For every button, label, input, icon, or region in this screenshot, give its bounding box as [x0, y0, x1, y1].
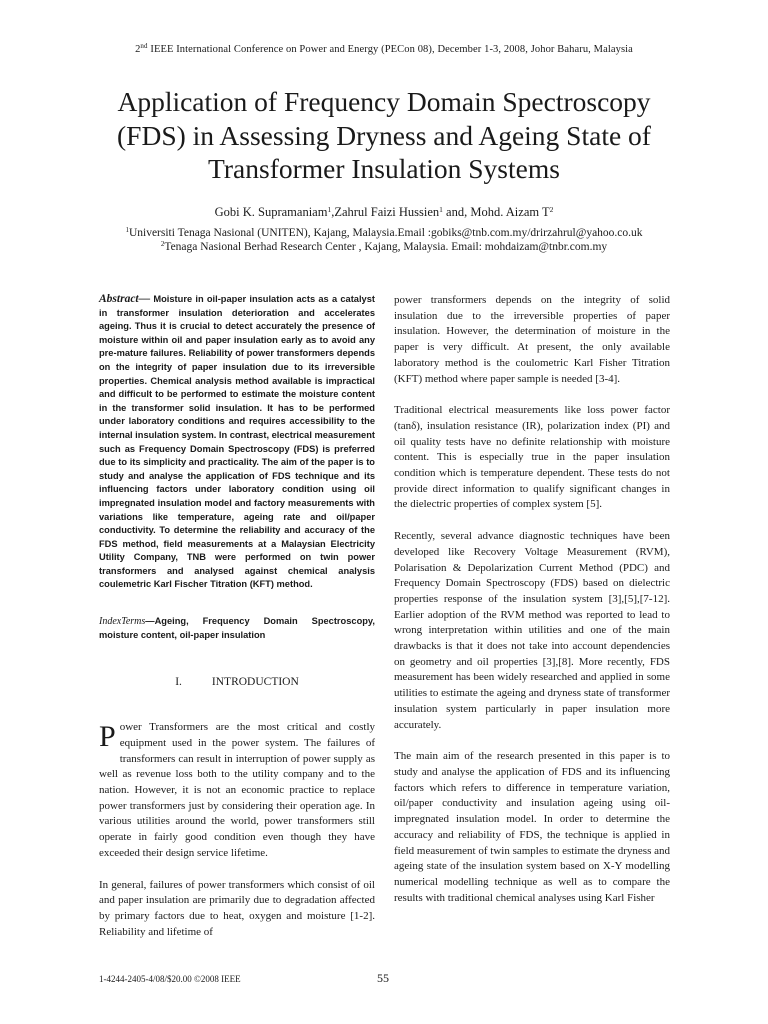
index-terms-lead: IndexTerms [99, 616, 146, 628]
affiliation-2 [0, 237, 768, 254]
conference-text: IEEE International Conference on Power and Energy (PECon 08), December 1-3, 2008, Johor Baharu, Malaysia [147, 44, 633, 55]
author-list [0, 205, 768, 220]
intro-paragraph-2: In general, failures of power transformers which consist of oil and paper insulation are primarily due to degradation affected by primary factors due to heat, oxygen and moisture [1-2]. Reliability and lifetime of [99, 878, 375, 938]
conference-header [0, 42, 768, 55]
section-number: I. [175, 676, 182, 689]
intro-paragraph-1 [99, 708, 375, 861]
intro-paragraph-1-text: ower Transformers are the most critical and costly equipment used in the power system. The failures of transformers can result in interruption of power supply as well as revenue loss both to the utility company and to the nation. However, it is not an economic practice to replace power transformers just by considering their operation age. In various utilities around the world, power transformers still operate in fairly good condition even though they have exceeded their design service lifetime. [99, 721, 375, 859]
conference-ordinal-sup: nd [140, 42, 148, 50]
right-paragraph-4: The main aim of the research presented in this paper is to study and analyse the application of FDS and its influencing factors which refers to difference in temperature variation, oil/paper conductivity and insulation ageing using oil-impregnated insulation model. In order to determine the accuracy and reliability of FDS, the technique is applied in field measurement of twin samples to estimate the dryness and ageing state of the insulation system based on X-Y modelling numerical modelling technique as well as to compare the results with traditional chemical analyses using Karl Fisher [394, 750, 670, 904]
affiliation-1-text: Universiti Tenaga Nasional (UNITEN), Kajang, Malaysia.Email :gobiks@tnb.com.my/drirzahrul@yahoo.co.uk [128, 227, 643, 239]
index-terms-text: —Ageing, Frequency Domain Spectroscopy, moisture content, oil-paper insulation [99, 616, 375, 640]
author-2-sup: 1 [439, 205, 443, 214]
author-2: ,Zahrul Faizi Hussien [331, 205, 440, 219]
right-paragraph-3: Recently, several advance diagnostic techniques have been developed like Recovery Voltage Measurement (RVM), Polarisation & Depolarization Current Method (PDC) and Frequency Domain Spectroscopy (FDS) based on dielectric properties response of the insulation system [3],[5],[7-12]. Earlier adoption of the RVM method was reported to lead to wrong interpretation within utilities and one of the main drawbacks is that it does not take into account dependencies on geometry and oil properties [3],[8]. More recently, FDS measurement has been widely researched and applied in some utilities to estimate the ageing and dryness state of transformer insulation system particularly in paper insulation more accurately. [394, 530, 670, 731]
title-line-2: (FDS) in Assessing Dryness and Ageing State of [117, 119, 651, 151]
right-paragraph-1: power transformers depends on the integrity of solid insulation due to the irreversible properties of paper insulation. However, the determination of moisture in the paper is very difficult. At present, the only available laboratory method is the coulometric Karl Fisher Titration (KFT) method where paper sample is needed [3-4]. [394, 294, 670, 385]
title-line-1: Application of Frequency Domain Spectroscopy [117, 86, 651, 117]
author-1: Gobi K. Supramaniam [214, 205, 328, 219]
footer-copyright: 1-4244-2405-4/08/$20.00 ©2008 IEEE [99, 974, 241, 984]
abstract-lead: Abstract— [99, 293, 151, 305]
section-title: INTRODUCTION [211, 676, 299, 689]
section-heading-introduction [99, 676, 375, 688]
paper-title [60, 85, 708, 186]
right-paragraph-2: Traditional electrical measurements like loss power factor (tanδ), insulation resistance (IR), polarization index (PI) and oil quality tests have no definite relationship with moisture content. This is especially true in the paper insulation condition which is temperature dependent. These tests do not provide direct information to qualify significant changes in the dielectric properties of complex system [5]. [394, 404, 670, 511]
affiliation-1-sup: 1 [125, 226, 129, 234]
title-line-3: Transformer Insulation Systems [208, 153, 560, 184]
author-3: and, Mohd. Aizam T [442, 205, 550, 219]
left-column [99, 293, 375, 956]
affiliation-2-sup: 2 [160, 240, 165, 248]
drop-cap: P [99, 720, 116, 754]
abstract-text: Moisture in oil-paper insulation acts as a catalyst in transformer insulation deterioration and accelerates ageing. Thus it is crucial to detect accurately the presence of moisture within oil and paper insulation early as to avoid any pre-mature failures. Reliability of power transformers depends on the integrity of paper insulation due to its irreversible properties. Chemical analysis method available is impractical and difficult to be performed to estimate the moisture content in the transformer solid insulation. It has to be performed under laboratory conditions and requires accessibility to the internal insulation system. In contrast, electrical measurement such as Frequency Domain Spectroscopy (FDS) is preferred due to its simplicity and practicality. The aim of the paper is to study and analyse the application of FDS technique and its influencing factors under laboratory condition using oil impregnated insulation model and factory measurements with variations like temperature, ageing rate and oil/paper conductivity. To determine the reliability and accuracy of the FDS method, field measurements at a Malaysian Electricity Utility Company, TNB were performed on twin power transformers and analysed against chemical analysis coulemetric Karl Fischer Titration (KFT) method. [99, 294, 375, 590]
conference-ordinal: 2 [135, 44, 141, 55]
author-3-sup: 2 [549, 205, 554, 214]
page-number: 55 [377, 971, 389, 985]
abstract [99, 293, 375, 592]
index-terms [99, 615, 375, 642]
right-column [394, 293, 670, 922]
author-1-sup: 1 [327, 205, 332, 214]
affiliation-2-text: Tenaga Nasional Berhad Research Center , Kajang, Malaysia. Email: mohdaizam@tnbr.com.my [164, 241, 608, 253]
